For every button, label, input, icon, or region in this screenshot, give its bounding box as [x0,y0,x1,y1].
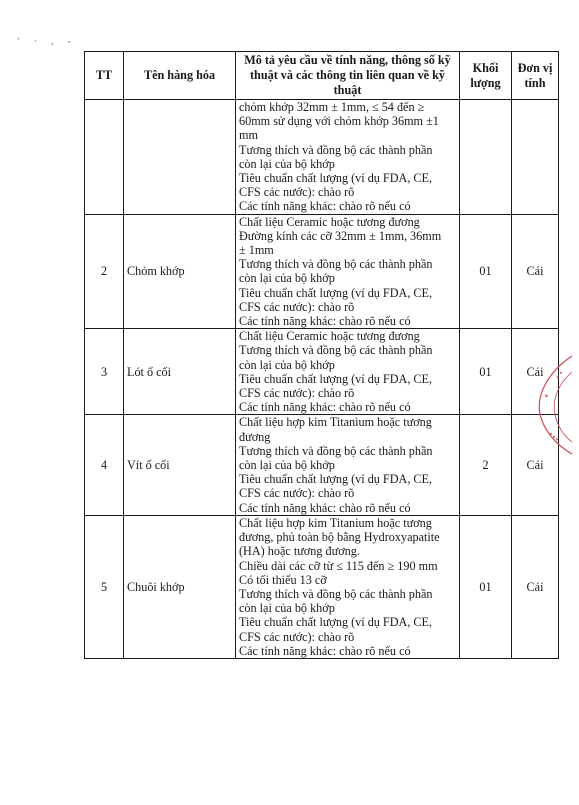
table-row [85,515,559,658]
header-qty: Khối lượng [460,52,512,100]
description-line: chỏm khớp 32mm ± 1mm, ≤ 54 đến ≥ [239,100,425,114]
item-quantity: 01 [460,329,512,415]
description-line: còn lại của bộ khớp [239,156,335,171]
item-description [236,329,460,415]
header-desc: Mô tả yêu cầu về tính năng, thông số kỹ thuật và các thông tin liên quan về kỹ thuật [236,52,460,100]
header-name: Tên hàng hóa [124,52,236,100]
table-row [85,415,559,515]
row-number: 5 [85,515,124,658]
header-tt: TT [85,52,124,100]
table-header-row [85,52,559,100]
description-line: Chất liệu Ceramic hoặc tương đương [239,214,420,229]
item-description [236,214,460,329]
description-line: mm [239,128,258,143]
description-line: CFS các nước): chào rõ [239,486,355,501]
description-line: Các tính năng khác: chào rõ nếu có [239,400,411,415]
description-line: còn lại của bộ khớp [239,357,335,372]
description-line: Tiêu chuẩn chất lượng (ví dụ FDA, CE, [239,615,433,630]
description-line: Tương thích và đồng bộ các thành phần [239,257,433,272]
item-name: Chỏm khớp [124,214,236,329]
item-name: Vít ổ cối [124,415,236,515]
description-line: Các tính năng khác: chào rõ nếu có [239,500,411,515]
item-quantity: 2 [460,415,512,515]
svg-text:✶: ✶ [544,394,550,400]
red-seal-stamp [528,350,574,460]
description-line: Tiêu chuẩn chất lượng (ví dụ FDA, CE, [239,371,433,386]
description-line: (HA) hoặc tương đương. [239,544,360,559]
description-line: CFS các nước): chào rõ [239,629,355,644]
description-line: CFS các nước): chào rõ [239,185,355,200]
item-description [236,515,460,658]
description-line: 60mm sử dụng với chỏm khớp 36mm ±1 [239,114,439,129]
item-name: Chuôi khớp [124,515,236,658]
row-number: 3 [85,329,124,415]
item-unit [512,100,559,215]
description-line: Tiêu chuẩn chất lượng (ví dụ FDA, CE, [239,472,433,487]
item-unit: Cái [512,214,559,329]
item-unit: Cái [512,329,559,415]
description-line: Tiêu chuẩn chất lượng (ví dụ FDA, CE, [239,171,433,186]
row-number: 4 [85,415,124,515]
description-line: Tương thích và đồng bộ các thành phần [239,443,433,458]
item-quantity: 01 [460,214,512,329]
item-name [124,100,236,215]
table-row [85,100,559,215]
row-number [85,100,124,215]
description-line: đương [239,429,271,444]
item-description [236,415,460,515]
description-line: đương, phủ toàn bộ bằng Hydroxyapatite [239,530,440,545]
description-line: Tương thích và đồng bộ các thành phần [239,586,433,601]
description-line: CFS các nước): chào rõ [239,299,355,314]
item-unit: Cái [512,515,559,658]
description-line: Chất liệu Ceramic hoặc tương đương [239,329,420,344]
row-number: 2 [85,214,124,329]
description-line: Có tối thiểu 13 cỡ [239,572,327,587]
header-unit: Đơn vị tính [512,52,559,100]
description-line: còn lại của bộ khớp [239,271,335,286]
description-line: Chất liệu hợp kim Titanium hoặc tương [239,515,432,530]
description-line: Các tính năng khác: chào rõ nếu có [239,643,411,658]
item-name: Lót ổ cối [124,329,236,415]
table-row [85,329,559,415]
description-line: Đường kính các cỡ 32mm ± 1mm, 36mm [239,228,442,243]
item-quantity: 01 [460,515,512,658]
description-line: Tương thích và đồng bộ các thành phần [239,142,433,157]
scan-specks: ' · , - [18,36,77,46]
description-line: Các tính năng khác: chào rõ nếu có [239,314,411,329]
description-line: Chất liệu hợp kim Titanium hoặc tương [239,415,432,430]
svg-text:✦ ✦: ✦ ✦ [555,370,566,382]
item-unit: Cái [512,415,559,515]
spec-table [84,51,559,659]
item-quantity [460,100,512,215]
description-line: còn lại của bộ khớp [239,601,335,616]
description-line: Tương thích và đồng bộ các thành phần [239,343,433,358]
description-line: Các tính năng khác: chào rõ nếu có [239,199,411,214]
table-row [85,214,559,329]
svg-text:✦✦✦: ✦✦✦ [546,431,560,444]
description-line: Chiều dài các cỡ từ ≤ 115 đến ≥ 190 mm [239,558,438,573]
description-line: ± 1mm [239,243,274,258]
description-line: CFS các nước): chào rõ [239,386,355,401]
description-line: Tiêu chuẩn chất lượng (ví dụ FDA, CE, [239,285,433,300]
description-line: còn lại của bộ khớp [239,458,335,473]
item-description [236,100,460,215]
